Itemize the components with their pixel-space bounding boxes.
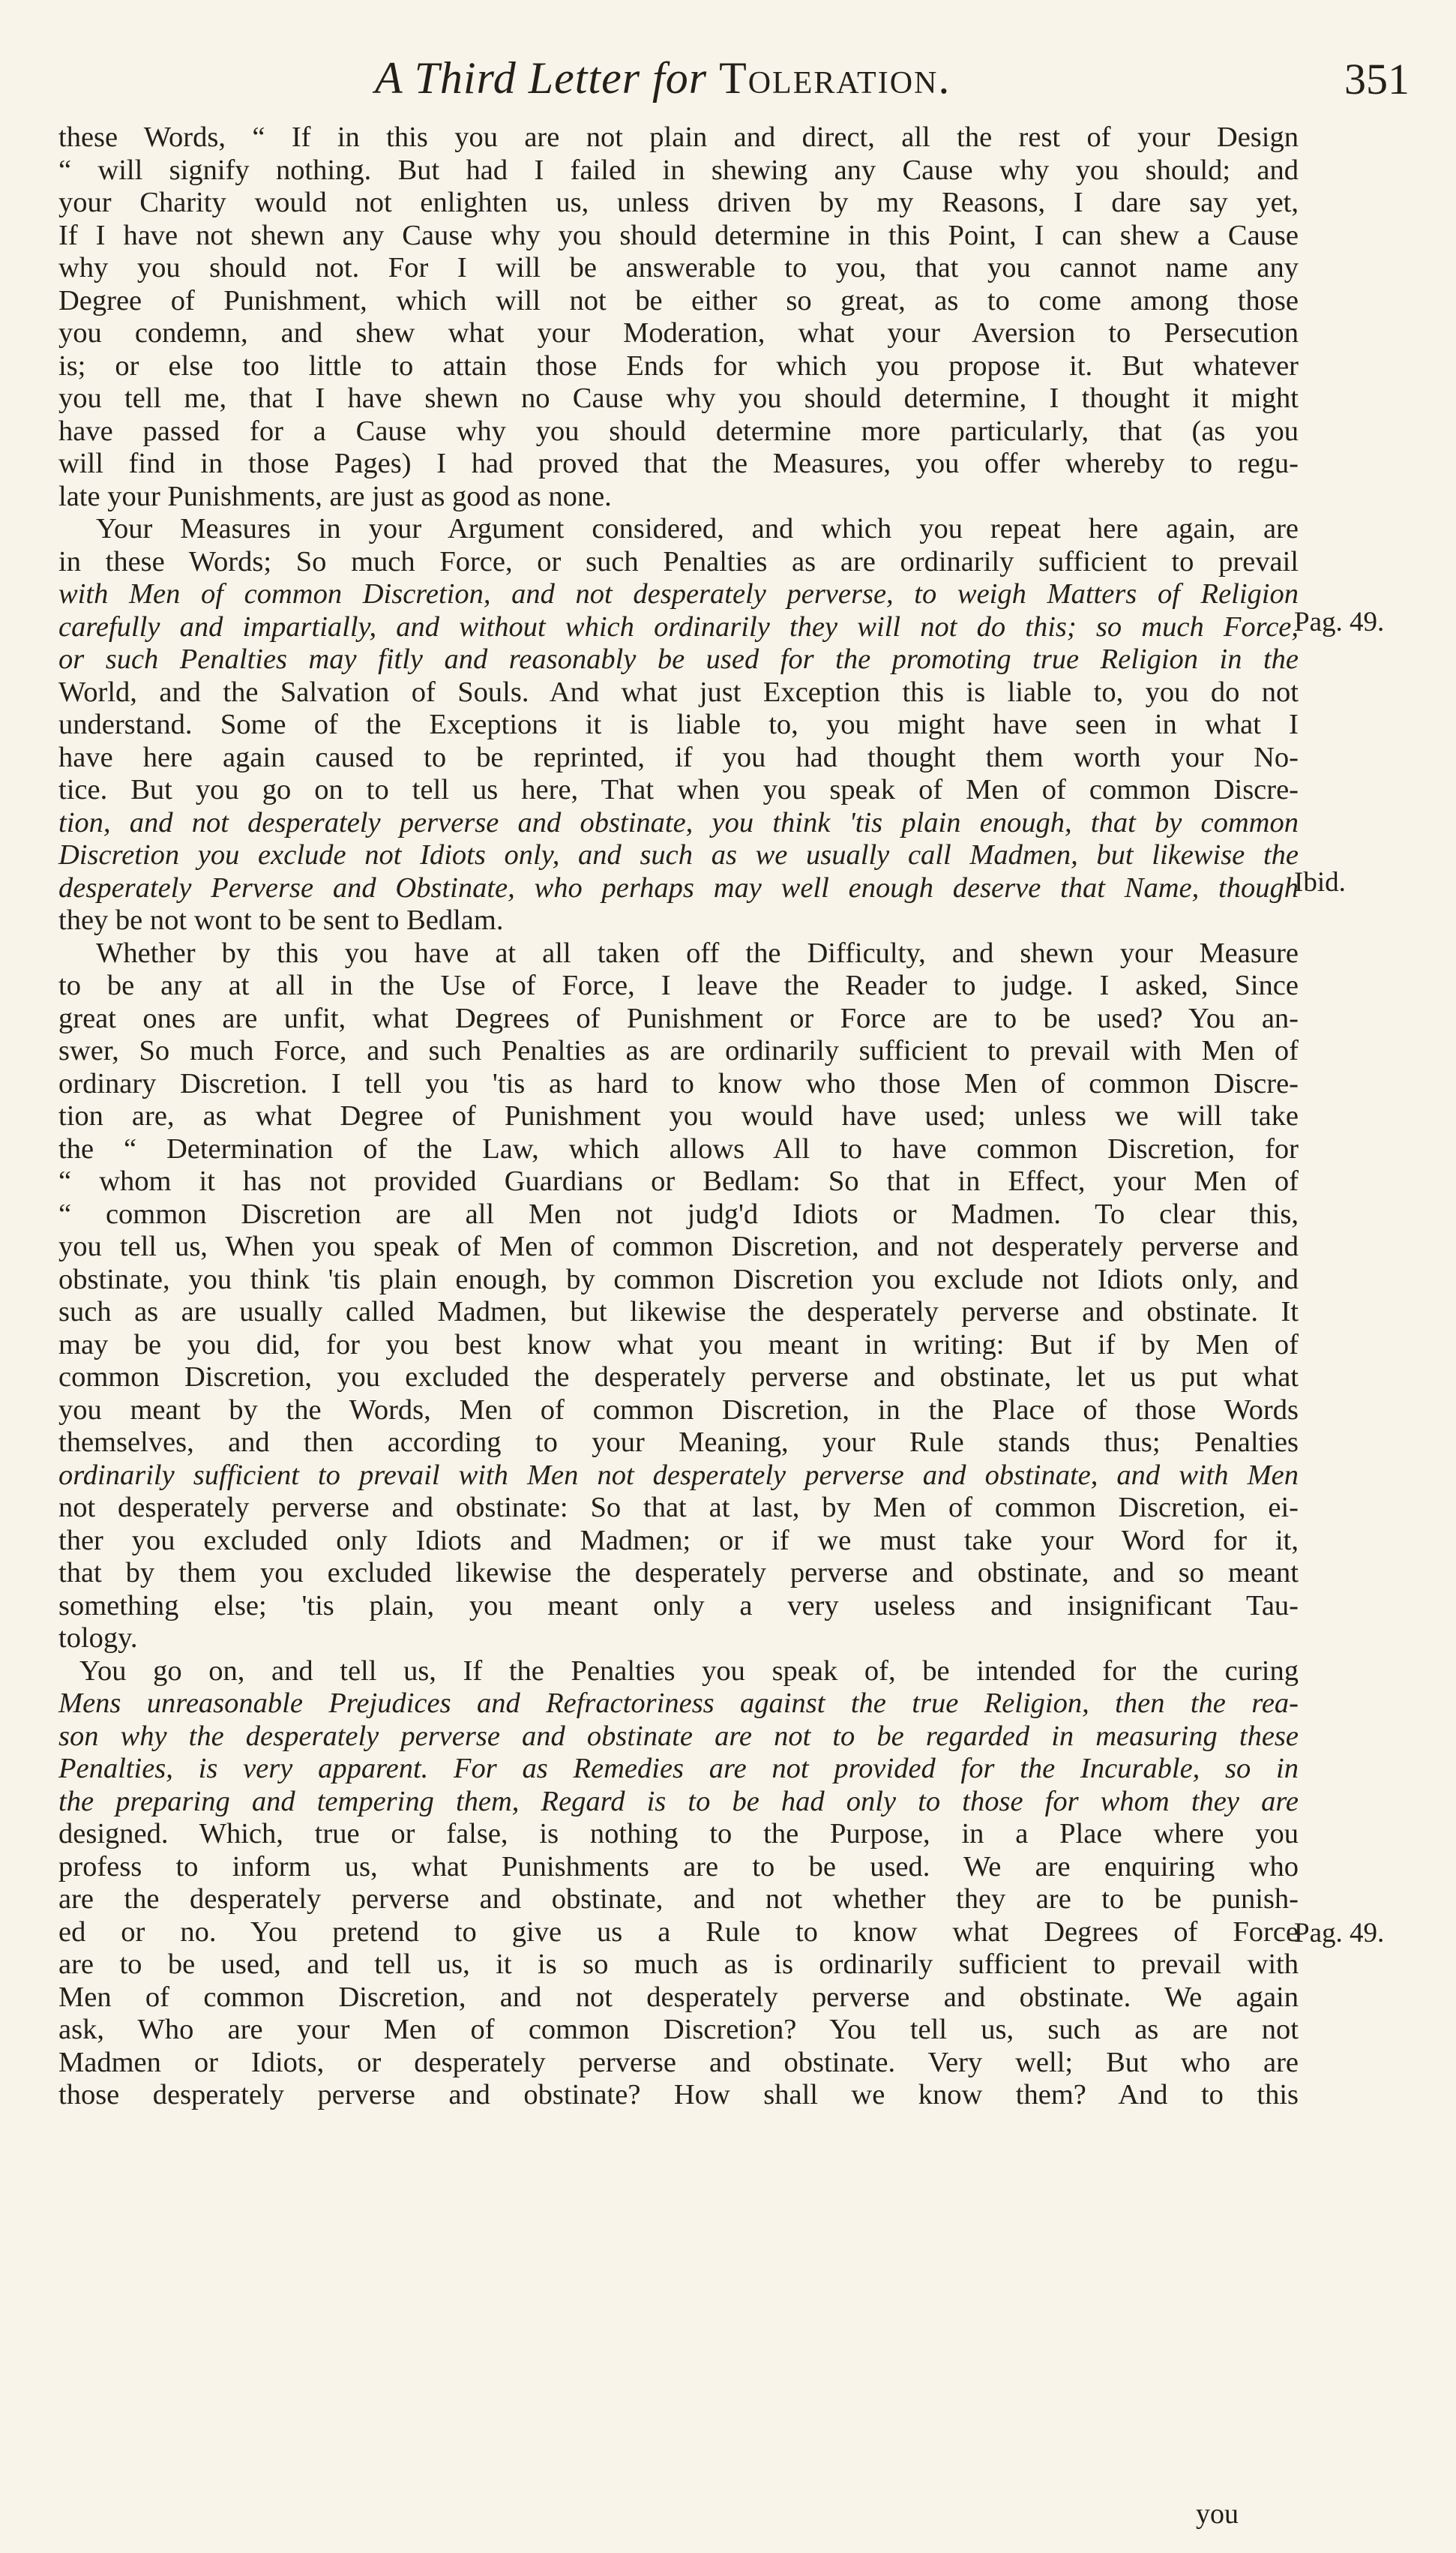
text-line: tion are, as what Degree of Punishment you would have used; unless we will take bbox=[58, 1100, 1299, 1132]
text-line: to be any at all in the Use of Force, I leave the Reader to judge. I asked, Since bbox=[58, 970, 1299, 1001]
text-line: late your Punishments, are just as good as none. bbox=[58, 480, 612, 512]
text-line: have here again caused to be reprinted, if you had thought them worth your No- bbox=[58, 741, 1299, 773]
text-line: Discretion you exclude not Idiots only, and such as we usually call Madmen, but likewise the bbox=[58, 839, 1299, 871]
text-line: tology. bbox=[58, 1622, 138, 1654]
text-line: carefully and impartially, and without which ordinarily they will not do this; so much Force, bbox=[58, 610, 1299, 643]
text-line: designed. Which, true or false, is nothing to the Purpose, in a Place where you bbox=[58, 1818, 1299, 1850]
text-line: World, and the Salvation of Souls. And what just Exception this is liable to, you do not bbox=[58, 676, 1299, 708]
running-title-italic: A Third Letter for bbox=[375, 53, 720, 103]
text-line: are to be used, and tell us, it is so much as is ordinarily sufficient to prevail with bbox=[58, 1948, 1299, 1980]
running-title-caps: Toleration. bbox=[719, 53, 951, 103]
text-line: desperately Perverse and Obstinate, who perhaps may well enough deserve that Name, though bbox=[58, 872, 1299, 904]
text-line: you condemn, and shew what your Moderation, what your Aversion to Persecution bbox=[58, 317, 1299, 349]
text-line: son why the desperately perverse and obstinate are not to be regarded in measuring these bbox=[58, 1720, 1299, 1752]
text-line: you meant by the Words, Men of common Discretion, in the Place of those Words bbox=[58, 1394, 1299, 1426]
text-line: ther you excluded only Idiots and Madmen; or if we must take your Word for it, bbox=[58, 1524, 1299, 1556]
text-line: something else; 'tis plain, you meant only a very useless and insignificant Tau- bbox=[58, 1589, 1299, 1622]
text-line: they be not wont to be sent to Bedlam. bbox=[58, 904, 504, 936]
text-line: such as are usually called Madmen, but likewise the desperately perverse and obstinate. It bbox=[58, 1296, 1299, 1328]
text-line: your Charity would not enlighten us, unless driven by my Reasons, I dare say yet, bbox=[58, 187, 1299, 218]
text-line: Madmen or Idiots, or desperately perverse and obstinate. Very well; But who are bbox=[58, 2046, 1299, 2078]
text-line: or such Penalties may fitly and reasonably be used for the promoting true Religion in the bbox=[58, 644, 1299, 675]
running-header bbox=[375, 52, 1410, 120]
text-line: ordinarily sufficient to prevail with Men not desperately perverse and obstinate, and with Men bbox=[58, 1459, 1299, 1491]
text-line: the “ Determination of the Law, which allows All to have common Discretion, for bbox=[58, 1132, 1299, 1165]
text-line: the preparing and tempering them, Regard is to be had only to those for whom they are bbox=[58, 1785, 1299, 1817]
text-line: great ones are unfit, what Degrees of Punishment or Force are to be used? You an- bbox=[58, 1002, 1299, 1034]
text-line: You go on, and tell us, If the Penalties you speak of, be intended for the curing bbox=[79, 1654, 1299, 1687]
text-line: Men of common Discretion, and not desperately perverse and obstinate. We again bbox=[58, 1981, 1299, 2013]
text-line: not desperately perverse and obstinate: So that at last, by Men of common Discretion, ei- bbox=[58, 1492, 1299, 1523]
text-line: If I have not shewn any Cause why you should determine in this Point, I can shew a Cause bbox=[58, 219, 1299, 251]
text-line: Degree of Punishment, which will not be either so great, as to come among those bbox=[58, 284, 1299, 316]
text-line: tion, and not desperately perverse and obstinate, you think 'tis plain enough, that by common bbox=[58, 806, 1299, 838]
text-line: profess to inform us, what Punishments are to be used. We are enquiring who bbox=[58, 1850, 1299, 1882]
text-line: Penalties, is very apparent. For as Remedies are not provided for the Incurable, so in bbox=[58, 1753, 1299, 1784]
margin-note-page-ref: Pag. 49. bbox=[1294, 607, 1385, 638]
text-line: you tell us, When you speak of Men of common Discretion, and not desperately perverse and bbox=[58, 1231, 1299, 1262]
text-line: will find in those Pages) I had proved that the Measures, you offer whereby to regu- bbox=[58, 448, 1299, 479]
text-line: obstinate, you think 'tis plain enough, by common Discretion you exclude not Idiots only, and bbox=[58, 1263, 1299, 1295]
margin-note-page-ref: Pag. 49. bbox=[1294, 1918, 1385, 1948]
text-line: understand. Some of the Exceptions it is liable to, you might have seen in what I bbox=[58, 709, 1299, 740]
body-text bbox=[58, 122, 1299, 2112]
text-line: why you should not. For I will be answerable to you, that you cannot name any bbox=[58, 252, 1299, 284]
running-title bbox=[375, 52, 951, 104]
text-line: those desperately perverse and obstinate? How shall we know them? And to this bbox=[58, 2079, 1299, 2110]
text-line: ed or no. You pretend to give us a Rule to know what Degrees of Force bbox=[58, 1916, 1299, 1948]
text-line: in these Words; So much Force, or such Penalties as are ordinarily sufficient to prevail bbox=[58, 545, 1299, 578]
text-line: these Words, “ If in this you are not plain and direct, all the rest of your Design bbox=[58, 122, 1299, 153]
text-line: Whether by this you have at all taken off the Difficulty, and shewn your Measure bbox=[96, 937, 1299, 969]
text-line: tice. But you go on to tell us here, That when you speak of Men of common Discre- bbox=[58, 774, 1299, 806]
text-line: “ whom it has not provided Guardians or Bedlam: So that in Effect, your Men of bbox=[58, 1166, 1299, 1197]
text-line: ordinary Discretion. I tell you 'tis as hard to know who those Men of common Discre- bbox=[58, 1067, 1299, 1100]
text-line: Your Measures in your Argument considered, and which you repeat here again, are bbox=[96, 513, 1299, 544]
text-line: common Discretion, you excluded the desperately perverse and obstinate, let us put what bbox=[58, 1361, 1299, 1393]
text-line: Mens unreasonable Prejudices and Refractoriness against the true Religion, then the rea- bbox=[58, 1688, 1299, 1719]
text-line: is; or else too little to attain those Ends for which you propose it. But whatever bbox=[58, 350, 1299, 382]
margin-note-ibid: Ibid. bbox=[1294, 867, 1346, 898]
text-line: ask, Who are your Men of common Discretion? You tell us, such as are not bbox=[58, 2014, 1299, 2045]
page-number: 351 bbox=[1344, 55, 1410, 104]
text-line: “ common Discretion are all Men not judg'd Idiots or Madmen. To clear this, bbox=[58, 1198, 1299, 1230]
text-line: with Men of common Discretion, and not desperately perverse, to weigh Matters of Religion bbox=[58, 578, 1299, 610]
catchword: you bbox=[1196, 2498, 1239, 2530]
text-line: have passed for a Cause why you should determine more particularly, that (as you bbox=[58, 415, 1299, 447]
text-line: swer, So much Force, and such Penalties as are ordinarily sufficient to prevail with Men of bbox=[58, 1035, 1299, 1066]
text-line: may be you did, for you best know what you meant in writing: But if by Men of bbox=[58, 1328, 1299, 1360]
text-line: are the desperately perverse and obstinate, and not whether they are to be punish- bbox=[58, 1883, 1299, 1915]
text-line: you tell me, that I have shewn no Cause why you should determine, I thought it might bbox=[58, 382, 1299, 414]
text-line: themselves, and then according to your Meaning, your Rule stands thus; Penalties bbox=[58, 1426, 1299, 1458]
text-line: that by them you excluded likewise the desperately perverse and obstinate, and so meant bbox=[58, 1557, 1299, 1588]
text-line: “ will signify nothing. But had I failed in shewing any Cause why you should; and bbox=[58, 154, 1299, 186]
